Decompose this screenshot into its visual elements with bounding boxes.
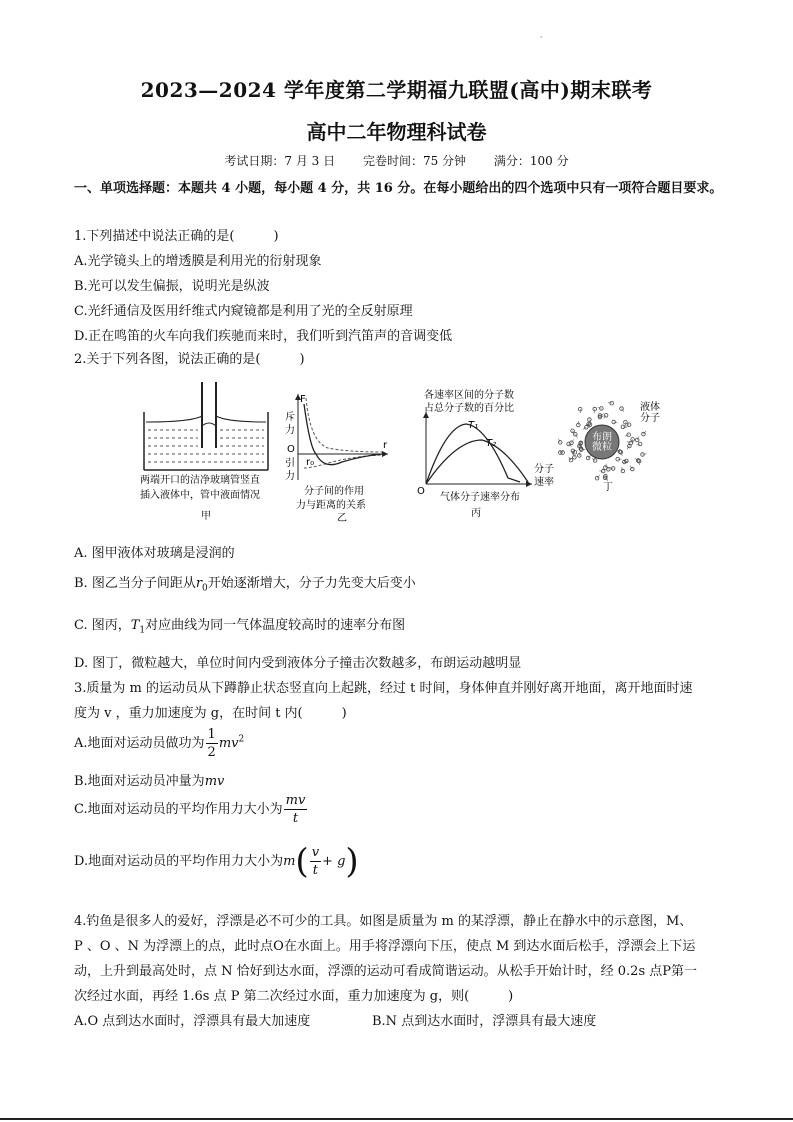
figure-bing-t2: T₂ <box>486 438 497 449</box>
q3-option-d-den: t <box>312 863 318 878</box>
q4-stem-3: 动，上升到最高处时，点 N 恰好到达水面，浮漂的运动可看成简谐运动。从松手开始计时，经 0.2s 点P第一 <box>74 964 697 979</box>
q4-stem-4: 次经过水面，再经 1.6s 点 P 第二次经过水面，重力加速度为 g，则( ) <box>74 989 514 1004</box>
exam-date: 考试日期：7 月 3 日 <box>224 154 336 168</box>
q2-option-c-pre: C. 图丙， <box>74 618 131 633</box>
q4-stem-2: P 、O 、N 为浮漂上的点，此时点O在水面上。用手将浮漂向下压，使点 M 到达水面后松手，浮漂会上下运 <box>74 939 696 954</box>
figure-ding-liquid-1: 液体 <box>640 402 660 413</box>
exam-full-score: 满分：100 分 <box>493 154 569 168</box>
figure-bing-ylabel-1: 各速率区间的分子数 <box>424 390 514 401</box>
liquid-molecule <box>610 401 614 405</box>
q3-option-d <box>74 841 359 882</box>
figure-ding-center-2: 微粒 <box>592 442 612 453</box>
q3-option-a <box>74 726 244 761</box>
q3-option-c-fraction <box>284 792 308 827</box>
figure-jia-label: 甲 <box>201 511 211 522</box>
glass-tube-diagram <box>144 382 268 470</box>
q1-option-c: C.光纤通信及医用纤维式内窥镜都是利用了光的全反射原理 <box>74 304 413 319</box>
liquid-molecule <box>571 429 575 433</box>
q3-option-a-expr: mv <box>218 736 239 751</box>
liquid-molecule <box>600 407 604 411</box>
q4-option-a: A.O 点到达水面时，浮漂具有最大加速度 <box>74 1014 311 1029</box>
figure-jia-caption-1: 两端开口的洁净玻璃管竖直 <box>140 475 260 486</box>
figure-bing-xlabel-2: 速率 <box>534 477 554 488</box>
figure-yi-caption-1: 分子间的作用 <box>304 486 364 497</box>
q3-option-d-lparen: ( <box>295 841 309 882</box>
liquid-molecule <box>588 418 592 422</box>
q1-stem: 1.下列描述中说法正确的是( ) <box>74 229 279 244</box>
molecule-velocity-arrow <box>623 427 627 428</box>
figure-yi-repulsive-2: 力 <box>285 425 295 436</box>
q2-option-c-var: T <box>130 618 140 633</box>
q1-option-b: B.光可以发生偏振，说明光是纵波 <box>74 279 270 294</box>
q4-stem-1: 4.钓鱼是很多人的爱好，浮漂是必不可少的工具。如图是质量为 m 的某浮漂，静止在静水中的示意图，M、 <box>74 914 693 929</box>
figure-jia <box>136 382 276 522</box>
q3-option-d-m: m <box>283 854 296 869</box>
figure-bing-caption: 气体分子速率分布 <box>440 492 520 503</box>
q3-option-a-pre: A.地面对运动员做功为 <box>74 736 205 751</box>
q3-option-c-den: t <box>292 811 299 826</box>
figure-ding <box>556 398 660 492</box>
liquid-molecule <box>627 433 631 437</box>
q3-option-b-expr: mv <box>204 774 225 789</box>
figure-ding-liquid-2: 分子 <box>640 413 660 424</box>
q3-option-d-num: v <box>311 845 320 860</box>
figure-ding-center-1: 布朗 <box>592 432 612 443</box>
figure-bing <box>416 386 558 522</box>
q3-option-d-rparen: ) <box>345 841 359 882</box>
q2-option-a: A. 图甲液体对玻璃是浸润的 <box>74 546 235 561</box>
q3-option-d-fraction <box>310 844 321 879</box>
tick-mark: , <box>540 30 543 39</box>
exam-duration: 完卷时间：75 分钟 <box>362 154 467 168</box>
figure-bing-origin: O <box>417 486 425 497</box>
figure-yi <box>282 390 392 522</box>
q3-option-b-pre: B.地面对运动员冲量为 <box>74 774 205 789</box>
q3-option-d-plus: + g <box>322 854 346 869</box>
q3-option-a-fraction <box>206 726 218 761</box>
figure-yi-attractive-2: 力 <box>285 471 295 482</box>
q3-option-c-pre: C.地面对运动员的平均作用力大小为 <box>74 802 283 817</box>
q2-option-b-sub: 0 <box>202 583 208 594</box>
molecule-velocity-arrow <box>643 454 647 455</box>
liquid-molecule <box>611 467 615 471</box>
q2-option-b <box>74 572 416 594</box>
figure-yi-caption-2: 力与距离的关系 <box>296 500 366 511</box>
q2-option-b-var: r <box>195 576 203 591</box>
q2-option-c <box>74 614 405 636</box>
q3-option-a-sup: 2 <box>238 734 245 745</box>
figure-yi-label: 乙 <box>337 513 347 522</box>
q3-option-b <box>74 770 224 789</box>
q2-option-c-post: 对应曲线为同一气体温度较高时的速率分布图 <box>145 618 406 633</box>
q2-option-d: D. 图丁，微粒越大，单位时间内受到液体分子撞击次数越多，布朗运动越明显 <box>74 656 522 671</box>
figure-yi-attractive-1: 引 <box>285 458 295 469</box>
q3-option-c <box>74 792 308 827</box>
molecule-velocity-arrow <box>579 452 580 456</box>
liquid-molecule <box>621 469 625 473</box>
q3-stem-2: 度为 v ，重力加速度为 g，在时间 t 内( ) <box>74 706 347 721</box>
figure-yi-origin: O <box>287 444 295 455</box>
figure-yi-axis-f: F <box>300 394 306 405</box>
figure-bing-t1: T₁ <box>468 420 479 431</box>
figure-yi-axis-r: r <box>383 440 388 451</box>
exam-title: 2023—2024 学年度第二学期福九联盟(高中)期末联考 <box>140 78 653 102</box>
q3-option-c-num: mv <box>285 793 306 808</box>
figure-yi-repulsive-1: 斥 <box>285 412 295 423</box>
figure-bing-xlabel-1: 分子 <box>534 464 554 475</box>
liquid-molecule <box>635 438 639 442</box>
exam-meta <box>0 152 793 169</box>
q3-option-a-den: 2 <box>207 745 216 760</box>
page-bottom-rule <box>0 1118 793 1120</box>
q1-option-d: D.正在鸣笛的火车向我们疾驰而来时，我们听到汽笛声的音调变低 <box>74 329 453 344</box>
q3-stem-1: 3.质量为 m 的运动员从下蹲静止状态竖直向上起跳，经过 t 时间，身体伸直并刚好离开地面，离开地面时速 <box>74 681 693 696</box>
q3-option-d-pre: D.地面对运动员的平均作用力大小为 <box>74 854 284 869</box>
q3-option-a-num: 1 <box>207 727 216 742</box>
figure-ding-label: 丁 <box>603 482 613 492</box>
section-heading: 一、单项选择题：本题共 4 小题，每小题 4 分，共 16 分。在每小题给出的四个选项中只有一项符合题目要求。 <box>74 181 723 196</box>
exam-subtitle: 高中二年物理科试卷 <box>306 120 487 144</box>
figure-jia-caption-2: 插入液体中，管中液面情况 <box>140 490 260 501</box>
q2-stem: 2.关于下列各图，说法正确的是( ) <box>74 352 305 367</box>
q2-option-b-pre: B. 图乙当分子间距从 <box>74 576 196 591</box>
molecule-velocity-arrow <box>580 409 581 413</box>
q2-option-c-sub: 1 <box>139 625 146 636</box>
figure-bing-ylabel-2: 占总分子数的百分比 <box>424 403 514 414</box>
q1-option-a: A.光学镜头上的增透膜是利用光的衍射现象 <box>74 254 322 269</box>
figure-yi-r0: r₀ <box>306 457 315 468</box>
figure-bing-label: 丙 <box>471 508 481 519</box>
q2-option-b-post: 开始逐渐增大，分子力先变大后变小 <box>207 576 416 591</box>
q4-option-b: B.N 点到达水面时，浮漂具有最大速度 <box>372 1014 597 1029</box>
